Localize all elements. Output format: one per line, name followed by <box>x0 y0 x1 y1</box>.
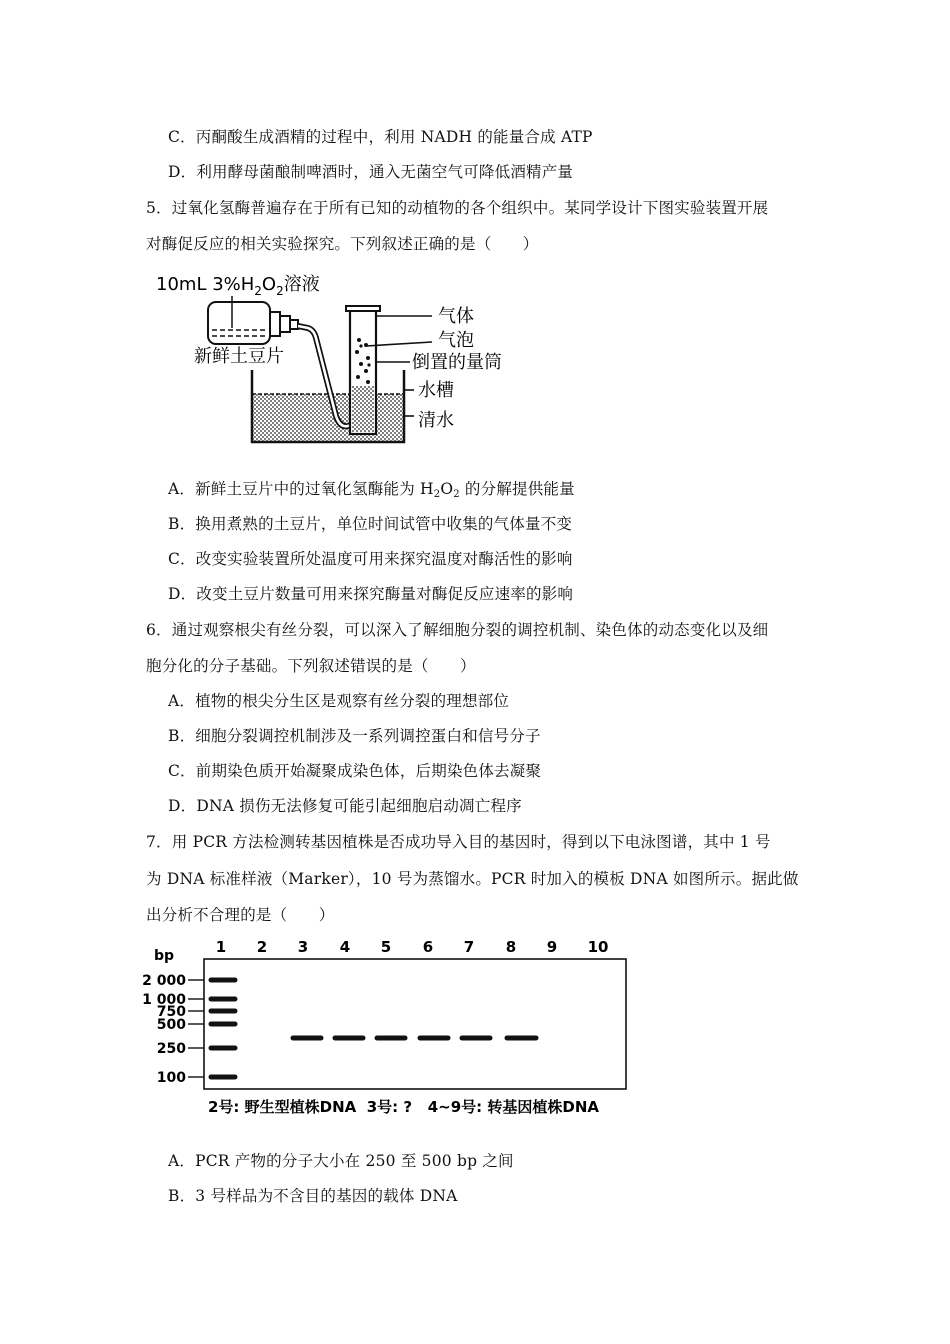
q6-stem-line1: 6．通过观察根尖有丝分裂，可以深入了解细胞分裂的调控机制、染色体的动态变化以及细 <box>146 621 769 639</box>
q4-option-d: D．利用酵母菌酿制啤酒时，通入无菌空气可降低酒精产量 <box>168 163 574 181</box>
marker-size-label: 500 <box>156 1017 186 1033</box>
q5-stem-line1: 5．过氧化氢酶普遍存在于所有已知的动植物的各个组织中。某同学设计下图实验装置开展 <box>146 199 769 217</box>
q5-stem-line2: 对酶促反应的相关实验探究。下列叙述正确的是（ ） <box>146 235 539 253</box>
reagent-bottle <box>208 296 298 344</box>
q5-option-b: B．换用煮熟的土豆片，单位时间试管中收集的气体量不变 <box>168 515 573 533</box>
lane-number: 7 <box>463 938 475 956</box>
lane-number: 8 <box>505 938 517 956</box>
inverted-cylinder <box>346 306 380 434</box>
gas-label: 气体 <box>438 306 474 327</box>
q7-option-b: B．3 号样品为不含目的基因的载体 DNA <box>168 1187 458 1205</box>
marker-size-label: 1 000 <box>142 992 186 1008</box>
q5-option-d: D．改变土豆片数量可用来探究酶量对酶促反应速率的影响 <box>168 585 574 603</box>
gel-frame <box>204 959 626 1089</box>
lane-number: 1 <box>215 938 227 956</box>
water-label: 清水 <box>418 410 454 431</box>
marker-size-label: 250 <box>156 1041 186 1057</box>
lane-number: 6 <box>422 938 434 956</box>
q6-option-c: C．前期染色质开始凝聚成染色体，后期染色体去凝聚 <box>168 762 542 780</box>
h2o2-solution-label: 10mL $3\%H_2O_2$溶液 <box>156 274 320 298</box>
q7-stem-line3: 出分析不合理的是（ ） <box>146 906 335 924</box>
lane-number: 2 <box>256 938 268 956</box>
q7-gel-figure <box>140 932 640 1122</box>
gel-caption: 2号: 野生型植株DNA 3号: ? 4~9号: 转基因植株DNA <box>208 1098 600 1116</box>
q7-stem-line1: 7．用 PCR 方法检测转基因植株是否成功导入目的基因时，得到以下电泳图谱，其中 1 号 <box>146 833 771 851</box>
marker-size-label: 2 000 <box>142 973 186 989</box>
q5-apparatus-figure <box>140 266 510 448</box>
q6-option-d: D．DNA 损伤无法修复可能引起细胞启动凋亡程序 <box>168 797 522 815</box>
q6-option-b: B．细胞分裂调控机制涉及一系列调控蛋白和信号分子 <box>168 727 541 745</box>
cylinder-label: 倒置的量筒 <box>412 352 502 373</box>
potato-label: 新鲜土豆片 <box>194 346 284 367</box>
q7-option-a: A．PCR 产物的分子大小在 250 至 500 bp 之间 <box>168 1152 514 1170</box>
lane-number: 4 <box>339 938 351 956</box>
q6-stem-line2: 胞分化的分子基础。下列叙述错误的是（ ） <box>146 657 476 675</box>
lane-number: 5 <box>380 938 392 956</box>
marker-size-label: 750 <box>156 1004 186 1020</box>
q6-option-a: A．植物的根尖分生区是观察有丝分裂的理想部位 <box>168 692 510 710</box>
bp-unit-label: bp <box>154 948 175 964</box>
q7-stem-line2: 为 DNA 标准样液（Marker），10 号为蒸馏水。PCR 时加入的模板 DNA 如图所示。据此做 <box>146 870 799 888</box>
lane-number: 10 <box>587 938 609 956</box>
lane-number: 9 <box>546 938 558 956</box>
q5-option-c: C．改变实验装置所处温度可用来探究温度对酶活性的影响 <box>168 550 573 568</box>
bubble-label: 气泡 <box>438 330 474 351</box>
trough-label: 水槽 <box>418 380 454 401</box>
lane-number: 3 <box>297 938 309 956</box>
q5-option-a: A．新鲜土豆片中的过氧化氢酶能为 $H_2O_2$ 的分解提供能量 <box>168 480 575 500</box>
q4-option-c: C．丙酮酸生成酒精的过程中，利用 NADH 的能量合成 ATP <box>168 128 593 146</box>
marker-size-label: 100 <box>156 1070 186 1086</box>
